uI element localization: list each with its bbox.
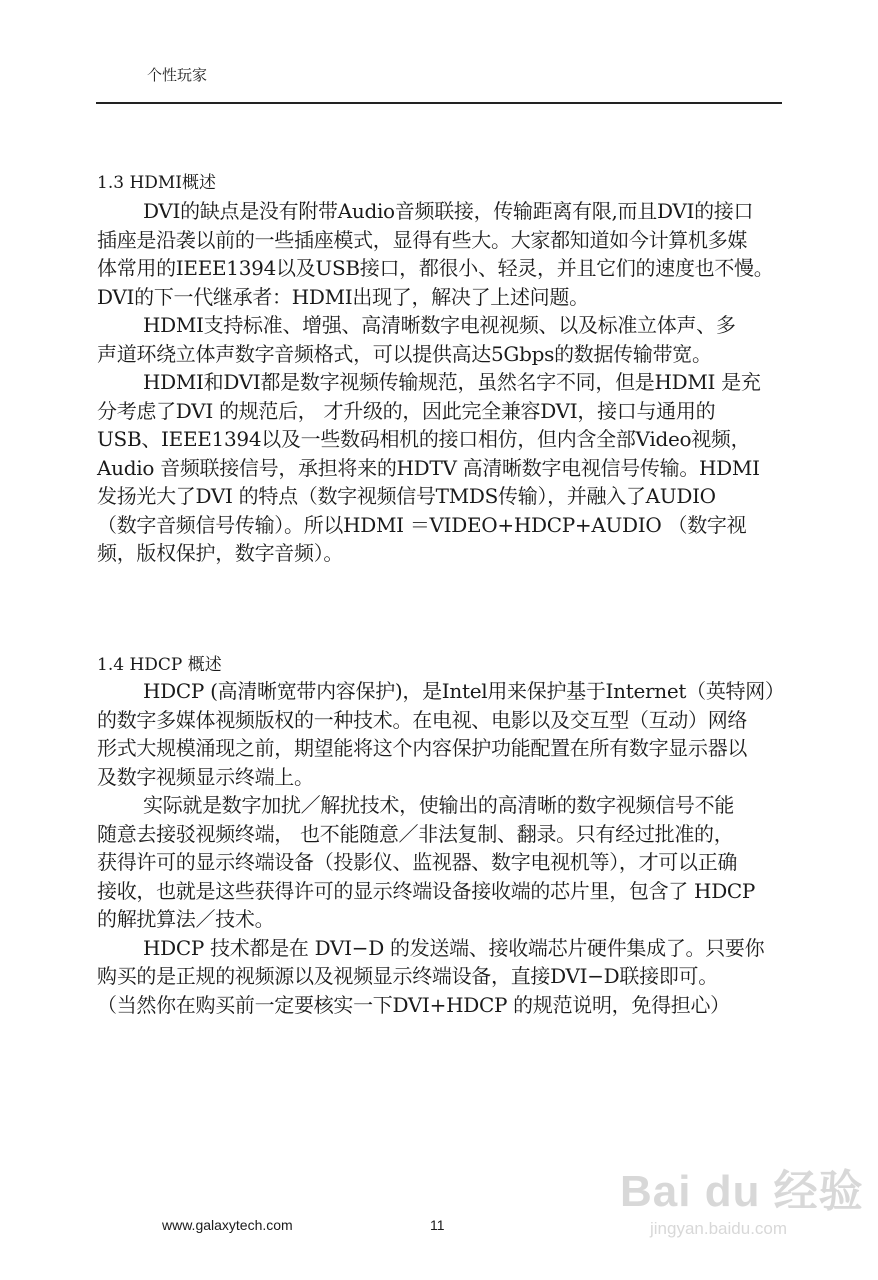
text-line: 实际就是数字加扰／解扰技术，使输出的高清晰的数字视频信号不能 <box>143 793 734 817</box>
section-heading-hdcp: 1.4 HDCP 概述 <box>97 655 222 675</box>
text-line: 随意去接驳视频终端， 也不能随意／非法复制、翻录。只有经过批准的， <box>97 821 734 846</box>
text-line: 形式大规模涌现之前，期望能将这个内容保护功能配置在所有数字显示器以 <box>97 736 748 760</box>
text-line: DVI的缺点是没有附带Audio音频联接，传输距离有限,而且DVI的接口 <box>143 199 754 223</box>
section-body-hdcp <box>97 677 797 1019</box>
text-line: 分考虑了DVI 的规范后， 才升级的，因此完全兼容DVI，接口与通用的 <box>97 398 716 423</box>
text-line: Audio 音频联接信号，承担将来的HDTV 高清晰数字电视信号传输。HDMI <box>97 455 760 480</box>
text-line: 获得许可的显示终端设备（投影仪、监视器、数字电视机等），才可以正确 <box>97 850 738 874</box>
baidu-watermark <box>620 1155 864 1239</box>
page-number: 11 <box>430 1217 445 1233</box>
text-line: HDCP 技术都是在 DVI−D 的发送端、接收端芯片硬件集成了。只要你 <box>143 935 765 960</box>
section-heading-hdmi: 1.3 HDMI概述 <box>97 173 217 193</box>
text-line: 的解扰算法／技术。 <box>97 907 275 931</box>
watermark-logo: Bai du 经验 <box>620 1167 864 1216</box>
header-rule <box>96 102 782 104</box>
text-line: 购买的是正规的视频源以及视频显示终端设备，直接DVI−D联接即可。 <box>97 964 718 988</box>
text-line: （数字音频信号传输）。所以HDMI ＝VIDEO+HDCP+AUDIO （数字视 <box>97 512 747 537</box>
text-line: 体常用的IEEE1394以及USB接口，都很小、轻灵，并且它们的速度也不慢。 <box>97 256 774 280</box>
text-line: 的数字多媒体视频版权的一种技术。在电视、电影以及交互型（互动）网络 <box>97 707 748 732</box>
text-line: USB、IEEE1394以及一些数码相机的接口相仿，但内含全部Video视频， <box>97 427 751 451</box>
text-line: 及数字视频显示终端上。 <box>97 764 314 789</box>
watermark-url: jingyan.baidu.com <box>650 1219 788 1238</box>
text-line: HDMI和DVI都是数字视频传输规范，虽然名字不同，但是HDMI 是充 <box>143 370 761 394</box>
text-line: 声道环绕立体声数字音频格式，可以提供高达5Gbps的数据传输带宽。 <box>97 341 712 366</box>
section-body-hdmi <box>97 197 797 568</box>
text-line: 接收，也就是这些获得许可的显示终端设备接收端的芯片里，包含了 HDCP <box>97 878 756 903</box>
text-line: HDMI支持标准、增强、高清晰数字电视视频、以及标准立体声、多 <box>143 313 736 337</box>
text-line: 频，版权保护，数字音频）。 <box>97 541 344 565</box>
text-line: DVI的下一代继承者：HDMI出现了，解决了上述问题。 <box>97 284 589 309</box>
text-line: 插座是沿袭以前的一些插座模式，显得有些大。大家都知道如今计算机多媒 <box>97 227 748 252</box>
running-header: 个性玩家 <box>147 66 208 84</box>
footer-url: www.galaxytech.com <box>162 1217 293 1233</box>
text-line: HDCP (高清晰宽带内容保护)，是Intel用来保护基于Internet（英特网） <box>143 679 785 703</box>
text-line: 发扬光大了DVI 的特点（数字视频信号TMDS传输），并融入了AUDIO <box>97 484 716 508</box>
text-line: （当然你在购买前一定要核实一下DVI+HDCP 的规范说明，免得担心） <box>97 992 730 1017</box>
